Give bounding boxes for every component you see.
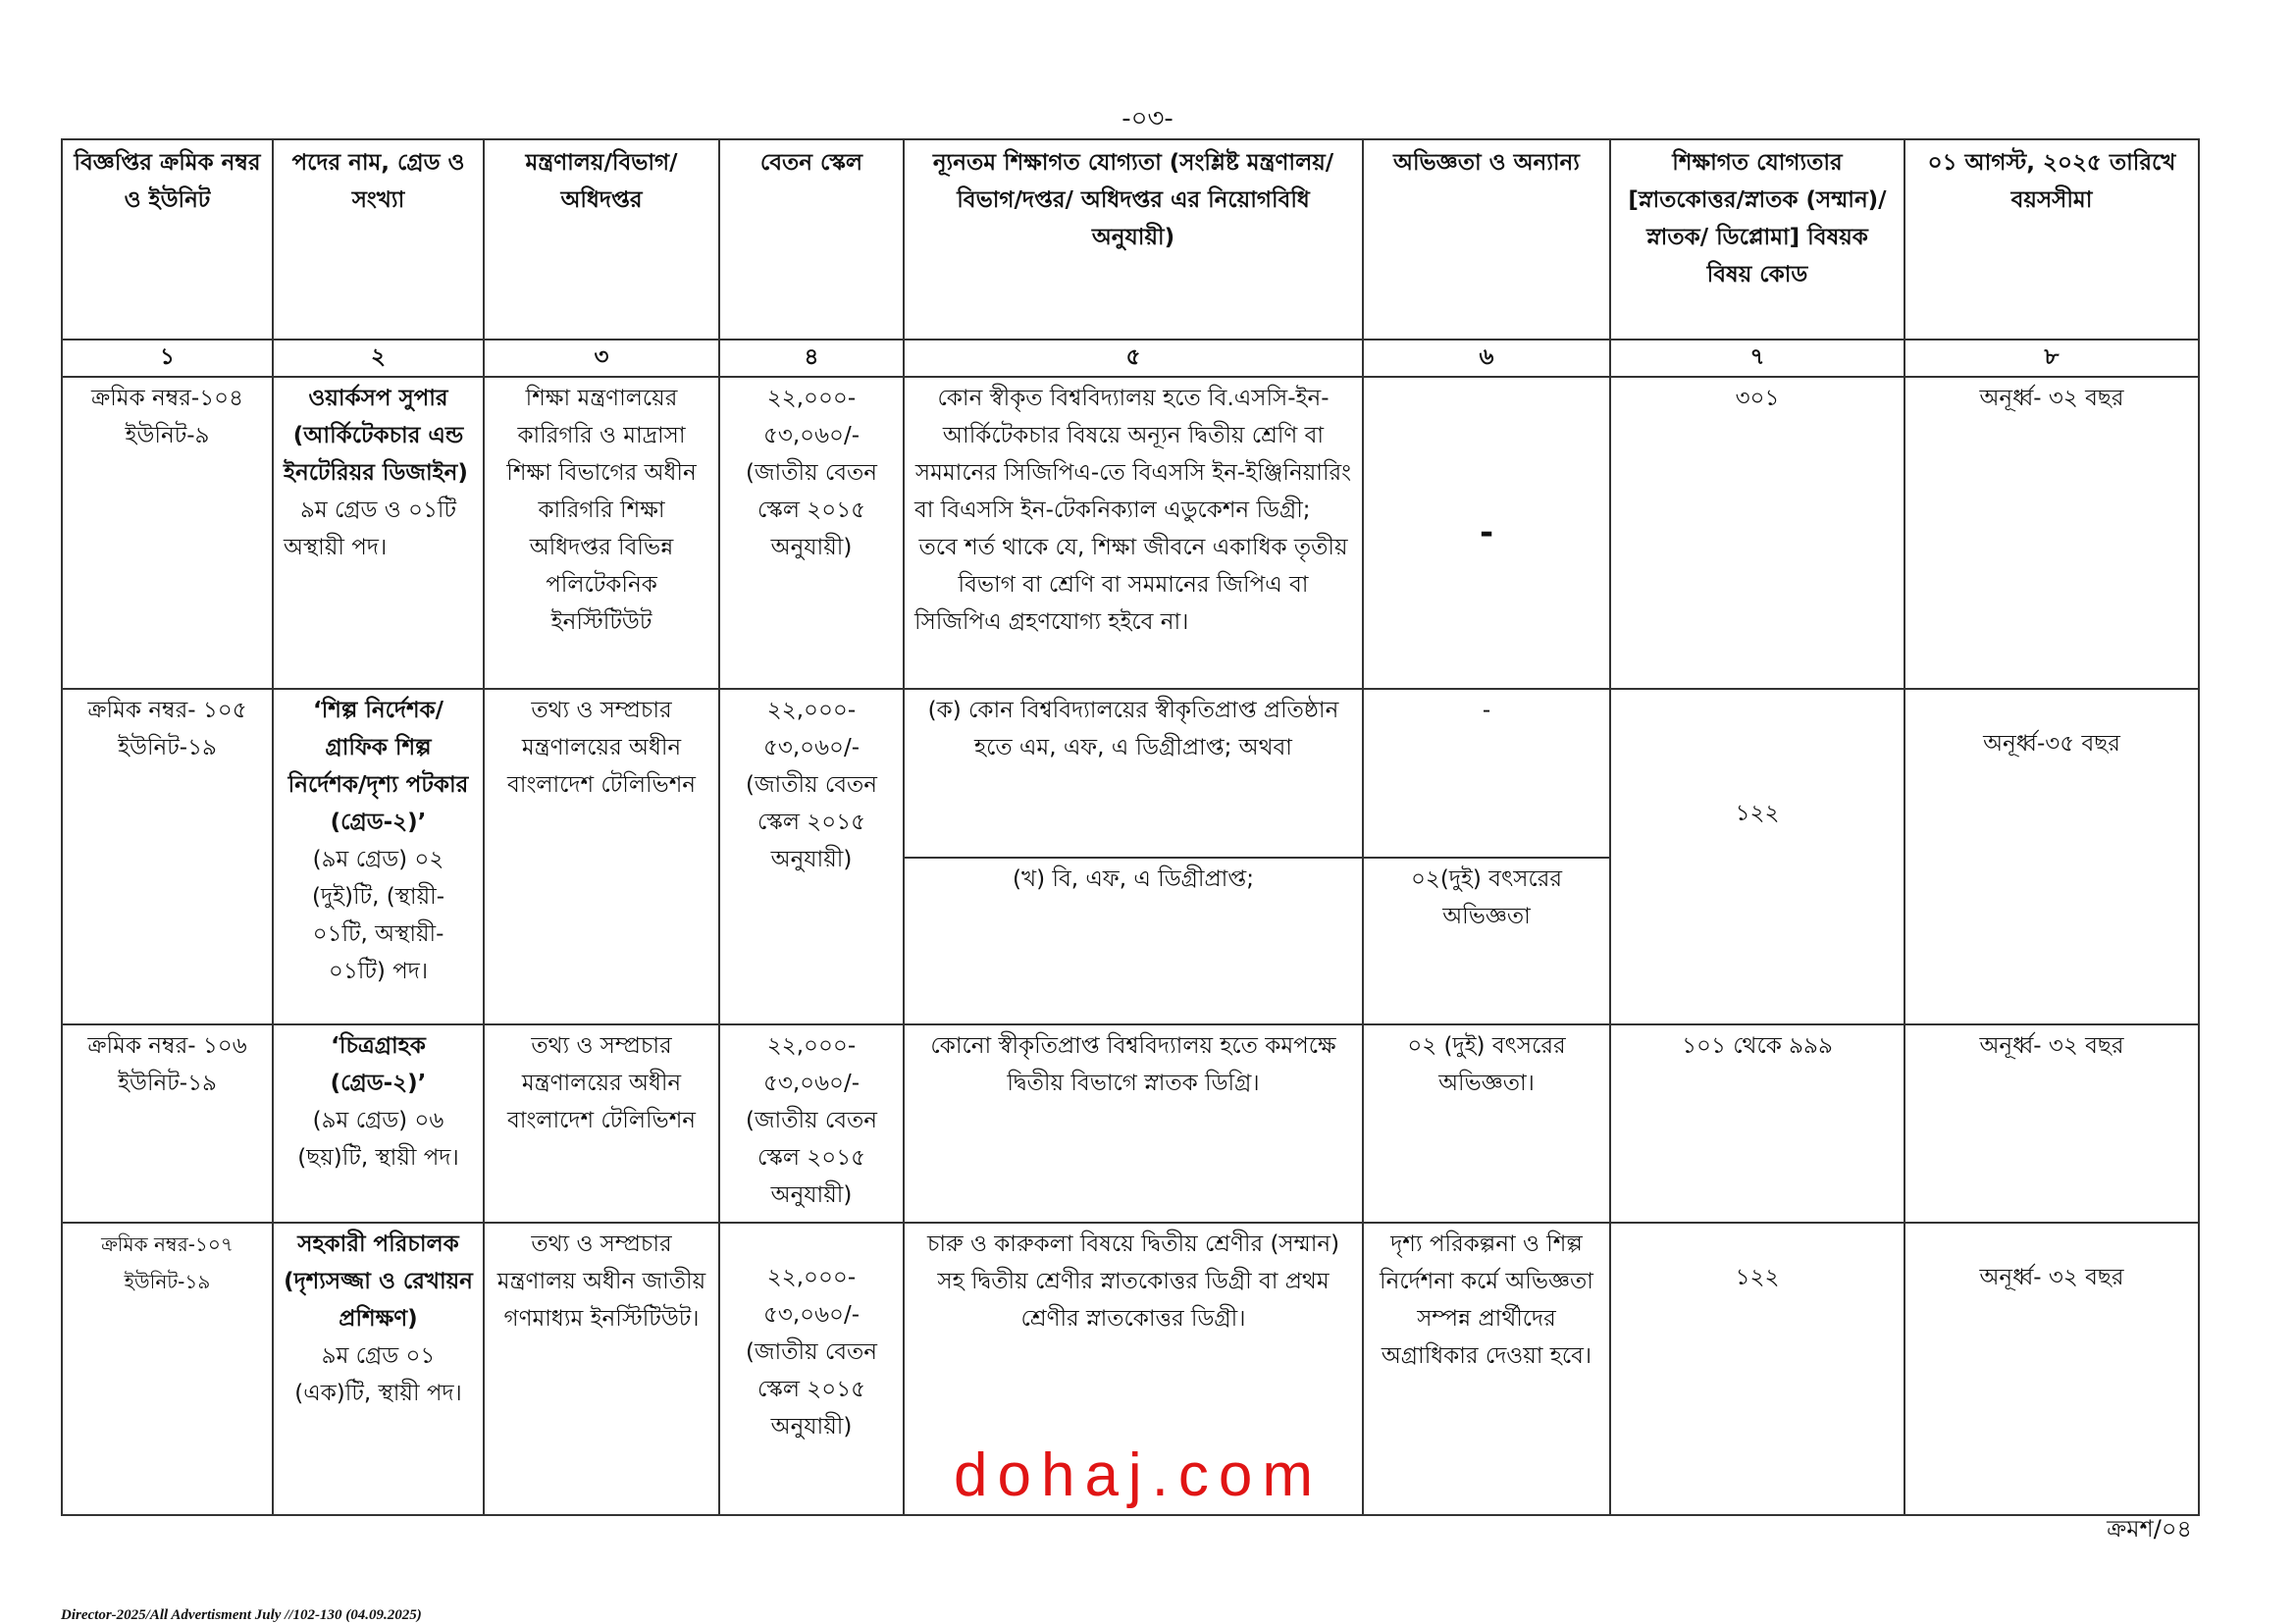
subject-code: ১২২ <box>1610 689 1904 1024</box>
ministry: তথ্য ও সম্প্রচার মন্ত্রণালয়ের অধীন বাংলাদেশ টেলিভিশন <box>484 689 719 1024</box>
column-number: ৭ <box>1610 340 1904 377</box>
serial-unit: ক্রমিক নম্বর- ১০৫ ইউনিট-১৯ <box>62 689 273 1024</box>
column-number: ৮ <box>1904 340 2199 377</box>
age-limit: অনূর্ধ্ব- ৩২ বছর <box>1904 1024 2199 1223</box>
experience-option-a: - <box>1363 689 1610 858</box>
table-row <box>62 377 2199 689</box>
column-number-row <box>62 340 2199 377</box>
experience-option-b: ০২(দুই) বৎসরের অভিজ্ঞতা <box>1363 858 1610 1024</box>
header-post: পদের নাম, গ্রেড ও সংখ্যা <box>273 139 484 340</box>
ministry: তথ্য ও সম্প্রচার মন্ত্রণালয়ের অধীন বাংলাদেশ টেলিভিশন <box>484 1024 719 1223</box>
ministry: তথ্য ও সম্প্রচার মন্ত্রণালয় অধীন জাতীয় গণমাধ্যম ইনস্টিটিউট। <box>484 1223 719 1515</box>
qualification-option-a: (ক) কোন বিশ্ববিদ্যালয়ের স্বীকৃতিপ্রাপ্ত প্রতিষ্ঠান হতে এম, এফ, এ ডিগ্রীপ্রাপ্ত; অথবা <box>904 689 1363 858</box>
header-qualification: ন্যূনতম শিক্ষাগত যোগ্যতা (সংশ্লিষ্ট মন্ত্রণালয়/বিভাগ/দপ্তর/ অধিদপ্তর এর নিয়োগবিধি অনুযায়ী) <box>904 139 1363 340</box>
serial-unit: ক্রমিক নম্বর-১০৭ ইউনিট-১৯ <box>62 1223 273 1515</box>
post-details: (৯ম গ্রেড) ০২ (দুই)টি, (স্থায়ী- ০১টি, অস্থায়ী- ০১টি) পদ। <box>311 847 445 984</box>
ministry: শিক্ষা মন্ত্রণালয়ের কারিগরি ও মাদ্রাসা শিক্ষা বিভাগের অধীন কারিগরি শিক্ষা অধিদপ্তর বিভিন্ন পলিটেকনিক ইনস্টিটিউট <box>484 377 719 689</box>
header-age-limit: ০১ আগস্ট, ২০২৫ তারিখে বয়সসীমা <box>1904 139 2199 340</box>
header-pay-scale: বেতন স্কেল <box>719 139 904 340</box>
qualification: কোন স্বীকৃত বিশ্ববিদ্যালয় হতে বি.এসসি-ইন-আর্কিটেকচার বিষয়ে অন্যূন দ্বিতীয় শ্রেণি বা সমমানের সিজিপিএ-তে বিএসসি ইন-ইঞ্জিনিয়ারিং বা বিএসসি ইন-টেকনিক্যাল এডুকেশন ডিগ্রী; <box>914 386 1352 523</box>
page-number: -০৩- <box>1121 104 1174 133</box>
post-cell <box>273 689 484 1024</box>
subject-code: ১২২ <box>1610 1223 1904 1515</box>
serial-unit: ক্রমিক নম্বর- ১০৬ ইউনিট-১৯ <box>62 1024 273 1223</box>
age-limit: অনূর্ধ্ব- ৩২ বছর <box>1904 377 2199 689</box>
pay-scale: ২২,০০০- ৫৩,০৬০/- (জাতীয় বেতন স্কেল ২০১৫ অনুযায়ী) <box>719 689 904 1024</box>
post-cell <box>273 1024 484 1223</box>
table-row <box>62 689 2199 858</box>
table-row <box>62 1024 2199 1223</box>
experience: - <box>1363 377 1610 689</box>
post-title: ‘শিল্প নির্দেশক/ গ্রাফিক শিল্প নির্দেশক/দৃশ্য পটকার (গ্রেড-২)’ <box>287 698 469 835</box>
continued-label: ক্রমশ/০৪ <box>2107 1515 2192 1543</box>
serial-unit: ক্রমিক নম্বর-১০৪ ইউনিট-৯ <box>62 377 273 689</box>
job-circular-table <box>61 138 2200 1516</box>
column-number: ৬ <box>1363 340 1610 377</box>
post-title: ‘চিত্রগ্রাহক (গ্রেড-২)’ <box>330 1033 427 1096</box>
header-experience: অভিজ্ঞতা ও অন্যান্য <box>1363 139 1610 340</box>
age-limit: অনূর্ধ্ব-৩৫ বছর <box>1904 689 2199 1024</box>
pay-scale: ২২,০০০- ৫৩,০৬০/- (জাতীয় বেতন স্কেল ২০১৫ অনুযায়ী) <box>719 1223 904 1515</box>
qualification: কোনো স্বীকৃতিপ্রাপ্ত বিশ্ববিদ্যালয় হতে কমপক্ষে দ্বিতীয় বিভাগে স্নাতক ডিগ্রি। <box>904 1024 1363 1223</box>
footer-reference: Director-2025/All Advertisment July //102-130 (04.09.2025) <box>61 1607 422 1623</box>
experience: দৃশ্য পরিকল্পনা ও শিল্প নির্দেশনা কর্মে অভিজ্ঞতা সম্পন্ন প্রার্থীদের অগ্রাধিকার দেওয়া হবে। <box>1363 1223 1610 1515</box>
post-details: ৯ম গ্রেড ০১ (এক)টি, স্থায়ী পদ। <box>294 1343 462 1406</box>
post-title: সহকারী পরিচালক (দৃশ্যসজ্জা ও রেখায়ন প্রশিক্ষণ) <box>284 1231 473 1332</box>
watermark: dohaj.com <box>954 1441 1324 1509</box>
pay-scale: ২২,০০০- ৫৩,০৬০/- (জাতীয় বেতন স্কেল ২০১৫ অনুযায়ী) <box>719 1024 904 1223</box>
header-serial: বিজ্ঞপ্তির ক্রমিক নম্বর ও ইউনিট <box>62 139 273 340</box>
qualification-cell <box>904 377 1363 689</box>
column-number: ১ <box>62 340 273 377</box>
qualification: চারু ও কারুকলা বিষয়ে দ্বিতীয় শ্রেণীর (সম্মান) সহ দ্বিতীয় শ্রেণীর স্নাতকোত্তর ডিগ্রী বা প্রথম শ্রেণীর স্নাতকোত্তর ডিগ্রী। <box>904 1223 1363 1515</box>
experience: ০২ (দুই) বৎসরের অভিজ্ঞতা। <box>1363 1024 1610 1223</box>
pay-scale: ২২,০০০- ৫৩,০৬০/- (জাতীয় বেতন স্কেল ২০১৫ অনুযায়ী) <box>719 377 904 689</box>
post-title: ওয়ার্কসপ সুপার (আর্কিটেকচার এন্ড ইনটেরিয়র ডিজাইন) <box>284 386 468 486</box>
post-cell <box>273 377 484 689</box>
age-limit: অনূর্ধ্ব- ৩২ বছর <box>1904 1223 2199 1515</box>
subject-code: ১০১ থেকে ৯৯৯ <box>1610 1024 1904 1223</box>
header-row <box>62 139 2199 340</box>
header-subject-code: শিক্ষাগত যোগ্যতার [স্নাতকোত্তর/স্নাতক (সম্মান)/স্নাতক/ ডিপ্লোমা] বিষয়ক বিষয় কোড <box>1610 139 1904 340</box>
subject-code: ৩০১ <box>1610 377 1904 689</box>
column-number: ৫ <box>904 340 1363 377</box>
qualification-option-b: (খ) বি, এফ, এ ডিগ্রীপ্রাপ্ত; <box>904 858 1363 1024</box>
column-number: ৪ <box>719 340 904 377</box>
column-number: ৩ <box>484 340 719 377</box>
post-details: ৯ম গ্রেড ও ০১টি অস্থায়ী পদ। <box>284 498 457 560</box>
qualification-note: তবে শর্ত থাকে যে, শিক্ষা জীবনে একাধিক তৃতীয় বিভাগ বা শ্রেণি বা সমমানের জিপিএ বা সিজিপিএ গ্রহণযোগ্য হইবে না। <box>914 535 1348 635</box>
column-number: ২ <box>273 340 484 377</box>
header-ministry: মন্ত্রণালয়/বিভাগ/ অধিদপ্তর <box>484 139 719 340</box>
post-details: (৯ম গ্রেড) ০৬ (ছয়)টি, স্থায়ী পদ। <box>297 1108 459 1171</box>
post-cell <box>273 1223 484 1515</box>
